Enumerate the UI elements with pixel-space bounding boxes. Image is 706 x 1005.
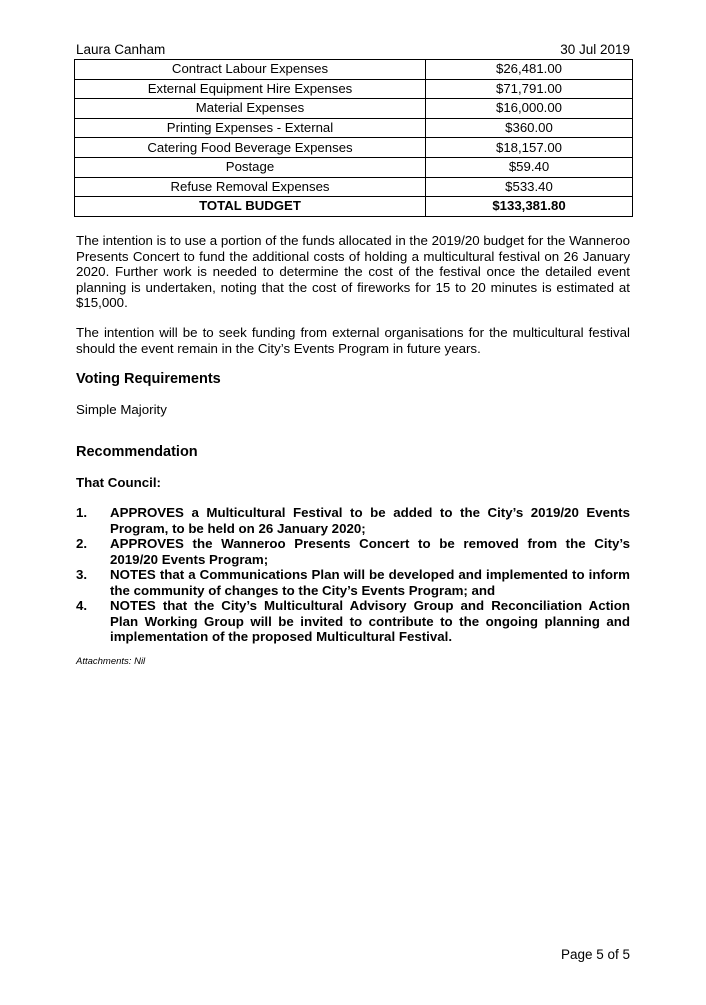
expense-item: External Equipment Hire Expenses bbox=[75, 79, 426, 99]
expense-amount: $18,157.00 bbox=[426, 138, 633, 158]
attachments-note: Attachments: Nil bbox=[76, 656, 146, 667]
recommendation-list bbox=[76, 505, 630, 645]
expense-item: Printing Expenses - External bbox=[75, 118, 426, 138]
total-row bbox=[75, 197, 633, 217]
expense-item: Contract Labour Expenses bbox=[75, 60, 426, 80]
expense-item: Postage bbox=[75, 157, 426, 177]
item-text: NOTES that the City’s Multicultural Advisory Group and Reconciliation Action Plan Working Group will be invited to contribute to the ongoing planning and implementation of the proposed Multicultural Festival. bbox=[110, 598, 630, 644]
expense-item: Catering Food Beverage Expenses bbox=[75, 138, 426, 158]
page-header bbox=[76, 42, 630, 57]
table-row bbox=[75, 177, 633, 197]
expense-amount: $16,000.00 bbox=[426, 99, 633, 119]
list-item bbox=[76, 536, 630, 567]
item-number: 1. bbox=[76, 505, 88, 520]
item-number: 2. bbox=[76, 536, 88, 551]
list-item bbox=[76, 567, 630, 598]
item-number: 3. bbox=[76, 567, 88, 582]
table-row bbox=[75, 138, 633, 158]
item-text: APPROVES the Wanneroo Presents Concert to be removed from the City’s 2019/20 Events Program; bbox=[110, 536, 630, 567]
expense-item: Refuse Removal Expenses bbox=[75, 177, 426, 197]
voting-text: Simple Majority bbox=[76, 402, 167, 417]
list-item bbox=[76, 598, 630, 645]
list-item bbox=[76, 505, 630, 536]
expense-amount: $533.40 bbox=[426, 177, 633, 197]
recommendation-intro: That Council: bbox=[76, 475, 161, 490]
total-amount: $133,381.80 bbox=[426, 197, 633, 217]
table-row bbox=[75, 79, 633, 99]
table-row bbox=[75, 99, 633, 119]
item-text: NOTES that a Communications Plan will be developed and implemented to inform the community of changes to the City’s Events Program; and bbox=[110, 567, 630, 598]
voting-heading: Voting Requirements bbox=[76, 371, 221, 387]
item-number: 4. bbox=[76, 598, 88, 613]
item-text: APPROVES a Multicultural Festival to be added to the City’s 2019/20 Events Program, to be held on 26 January 2020; bbox=[110, 505, 630, 536]
table-row bbox=[75, 118, 633, 138]
expense-item: Material Expenses bbox=[75, 99, 426, 119]
header-date: 30 Jul 2019 bbox=[560, 42, 630, 57]
author-name: Laura Canham bbox=[76, 42, 166, 57]
funding-paragraph: The intention is to use a portion of the funds allocated in the 2019/20 budget for the Wanneroo Presents Concert to fund the additional costs of holding a multicultural festival on 26 January 2020. Further work is needed to determine the cost of the festival once the detailed event planning is undertaken, noting that the cost of fireworks for 15 to 20 minutes is estimated at $15,000. bbox=[76, 233, 630, 311]
expense-amount: $59.40 bbox=[426, 157, 633, 177]
expense-amount: $71,791.00 bbox=[426, 79, 633, 99]
budget-table bbox=[74, 59, 633, 217]
total-label: TOTAL BUDGET bbox=[75, 197, 426, 217]
table-row bbox=[75, 60, 633, 80]
expense-amount: $360.00 bbox=[426, 118, 633, 138]
page-number: Page 5 of 5 bbox=[560, 947, 630, 962]
external-funding-paragraph: The intention will be to seek funding from external organisations for the multicultural festival should the event remain in the City’s Events Program in future years. bbox=[76, 325, 630, 356]
table-row bbox=[75, 157, 633, 177]
expense-amount: $26,481.00 bbox=[426, 60, 633, 80]
recommendation-heading: Recommendation bbox=[76, 444, 198, 460]
